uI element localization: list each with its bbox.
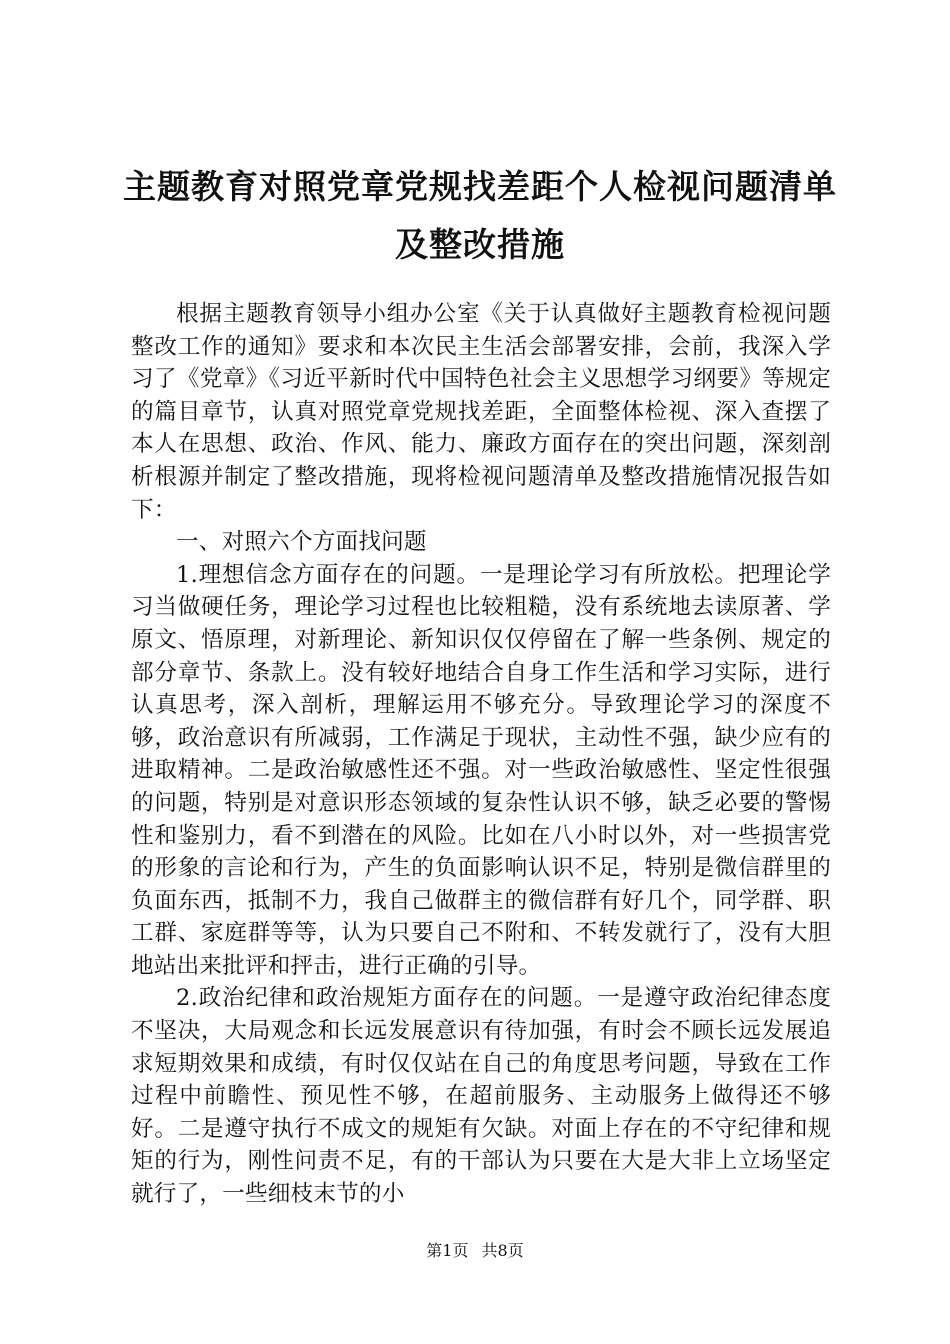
problem-paragraph-1: 1.理想信念方面存在的问题。一是理论学习有所放松。把理论学习当做硬任务，理论学习过程也比较粗糙，没有系统地去读原著、学原文、悟原理，对新理论、新知识仅仅停留在了解一些条例、规定的部分章节、条款上。没有较好地结合自身工作生活和学习实际，进行认真思考，深入剖析，理解运用不够充分。导致理论学习的深度不够，政治意识有所减弱，工作满足于现状，主动性不强，缺少应有的进取精神。二是政治敏感性还不强。对一些政治敏感性、坚定性很强的问题，特别是对意识形态领域的复杂性认识不够，缺乏必要的警惕性和鉴别力，看不到潜在的风险。比如在八小时以外，对一些损害党的形象的言论和行为，产生的负面影响认识不足，特别是微信群里的负面东西，抵制不力，我自己做群主的微信群有好几个，同学群、职工群、家庭群等等，认为只要自己不附和、不转发就行了，没有大胆地站出来批评和抨击，进行正确的引导。 [131, 561, 831, 979]
intro-paragraph: 根据主题教育领导小组办公室《关于认真做好主题教育检视问题整改工作的通知》要求和本次民主生活会部署安排，会前，我深入学习了《党章》《习近平新时代中国特色社会主义思想学习纲要》等规定的篇目章节，认真对照党章党规找差距，全面整体检视、深入查摆了本人在思想、政治、作风、能力、廉政方面存在的突出问题，深刻剖析根源并制定了整改措施，现将检视问题清单及整改措施情况报告如下： [131, 301, 831, 523]
page-footer [0, 1240, 950, 1262]
page-total: 共8页 [481, 1241, 524, 1260]
problem-paragraph-2: 2.政治纪律和政治规矩方面存在的问题。一是遵守政治纪律态度不坚决，大局观念和长远发展意识有待加强，有时会不顾长远发展追求短期效果和成绩，有时仅仅站在自己的角度思考问题，导致在工作过程中前瞻性、预见性不够，在超前服务、主动服务上做得还不够好。二是遵守执行不成文的规矩有欠缺。对面上存在的不守纪律和规矩的行为，刚性问责不足，有的干部认为只要在大是大非上立场坚定就行了，一些细枝末节的小 [131, 985, 831, 1208]
page-number: 第1页 [426, 1241, 469, 1260]
document-title: 主题教育对照党章党规找差距个人检视问题清单及整改措施 [123, 167, 837, 264]
document-body [131, 298, 831, 1211]
section-heading: 一、对照六个方面找问题 [176, 529, 427, 556]
